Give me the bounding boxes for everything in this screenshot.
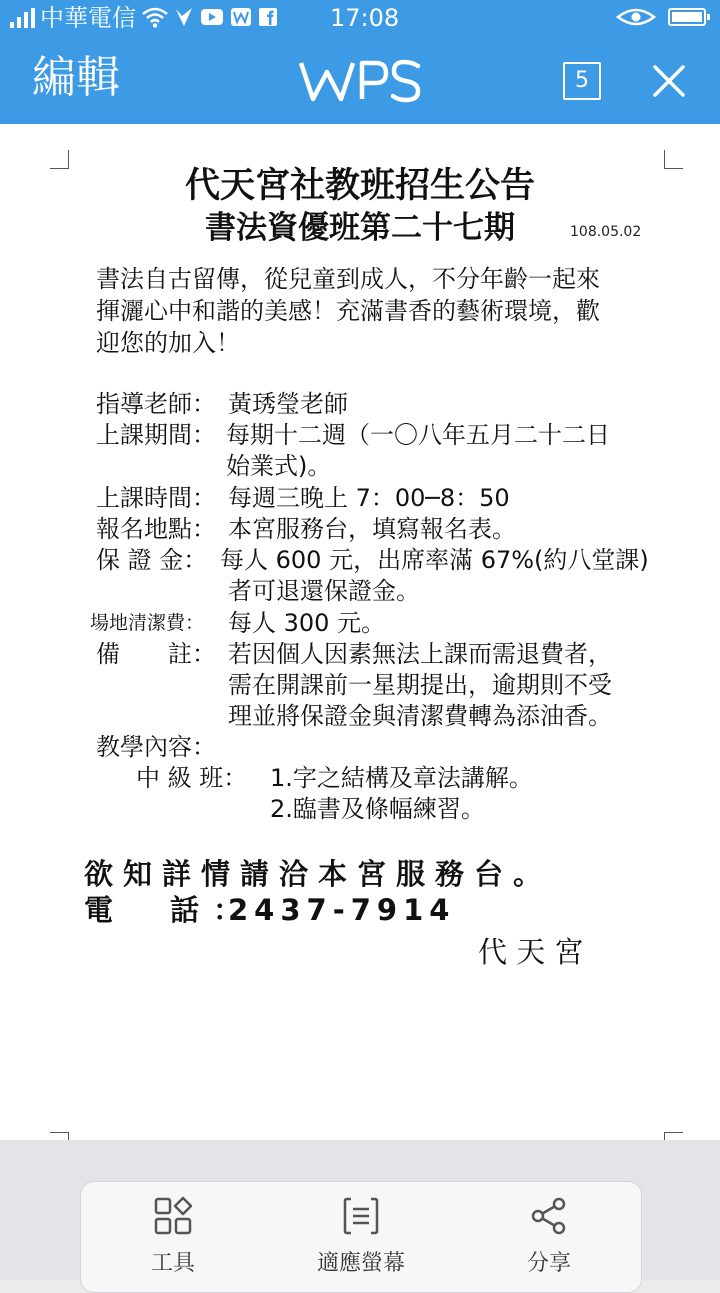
notification-app-icon xyxy=(174,6,194,28)
content-item: 2.臨書及條幅練習。 xyxy=(270,795,485,823)
tools-button[interactable] xyxy=(103,1182,243,1281)
page-corner-mark xyxy=(664,150,683,169)
share-button[interactable] xyxy=(479,1182,619,1281)
eye-comfort-icon xyxy=(616,6,656,28)
note-value: 理並將保證金與清潔費轉為添油香。 xyxy=(228,702,612,730)
edit-button[interactable]: 編輯 xyxy=(32,52,120,103)
period-value: 始業式)。 xyxy=(226,452,332,480)
inquiry-text: 欲知詳情請洽本宮服務台。 xyxy=(84,857,553,891)
page-corner-mark xyxy=(50,150,69,169)
fit-screen-icon xyxy=(341,1196,381,1236)
fit-screen-button[interactable] xyxy=(291,1182,431,1281)
document-date: 108.05.02 xyxy=(570,224,642,240)
location-value: 本宮服務台，填寫報名表。 xyxy=(228,515,516,543)
clock-time: 17:08 xyxy=(330,4,400,32)
deposit-label: 保 證 金： xyxy=(96,546,208,574)
page-count-button[interactable]: 5 xyxy=(563,62,601,100)
wps-notification-icon xyxy=(230,6,252,28)
carrier-name: 中華電信 xyxy=(40,4,136,32)
time-label: 上課時間： xyxy=(96,484,216,512)
deposit-value: 每人 600 元，出席率滿 67%(約八堂課) xyxy=(220,546,649,574)
status-bar xyxy=(0,0,720,36)
time-value: 每週三晚上 7：00─8：50 xyxy=(228,484,510,512)
teacher-value: 黃琇瑩老師 xyxy=(228,390,348,418)
intro-line: 迎您的加入！ xyxy=(96,329,240,357)
wps-logo xyxy=(298,58,422,104)
intro-line: 揮灑心中和諧的美感！充滿書香的藝術環境，歡 xyxy=(96,297,600,325)
document-page[interactable] xyxy=(0,124,720,1140)
document-subtitle: 書法資優班第二十七期 xyxy=(205,210,515,246)
note-label: 備 註： xyxy=(96,640,216,668)
wifi-icon xyxy=(142,6,168,28)
share-label: 分享 xyxy=(526,1251,571,1276)
phone-label: 電 話： xyxy=(84,893,257,927)
close-icon[interactable] xyxy=(648,60,690,102)
phone-number: 2437-7914 xyxy=(228,893,456,927)
bottom-toolbar xyxy=(80,1181,642,1293)
note-value: 需在開課前一星期提出，逾期則不受 xyxy=(228,671,612,699)
period-value: 每期十二週（一〇八年五月二十二日 xyxy=(226,421,610,449)
deposit-value: 者可退還保證金。 xyxy=(228,577,420,605)
youtube-icon xyxy=(200,6,224,28)
location-label: 報名地點： xyxy=(96,515,216,543)
document-title: 代天宮社教班招生公告 xyxy=(184,166,535,206)
app-bar xyxy=(0,36,720,124)
share-icon xyxy=(529,1196,569,1236)
content-label: 教學內容： xyxy=(96,733,216,761)
signature: 代 天 宮 xyxy=(478,935,584,969)
cleaning-fee-value: 每人 300 元。 xyxy=(228,609,386,637)
facebook-icon xyxy=(258,6,278,28)
level-label: 中 級 班： xyxy=(136,764,248,792)
cleaning-fee-label: 場地清潔費： xyxy=(90,612,205,634)
content-item: 1.字之結構及章法講解。 xyxy=(270,764,533,792)
battery-icon xyxy=(668,8,706,26)
note-value: 若因個人因素無法上課而需退費者， xyxy=(228,640,612,668)
fit-screen-label: 適應螢幕 xyxy=(316,1251,405,1276)
period-label: 上課期間： xyxy=(96,421,216,449)
tools-label: 工具 xyxy=(150,1251,195,1276)
signal-icon xyxy=(10,8,36,28)
intro-line: 書法自古留傳，從兒童到成人，不分年齡一起來 xyxy=(96,265,600,293)
tools-grid-icon xyxy=(153,1196,193,1236)
teacher-label: 指導老師： xyxy=(96,390,216,418)
